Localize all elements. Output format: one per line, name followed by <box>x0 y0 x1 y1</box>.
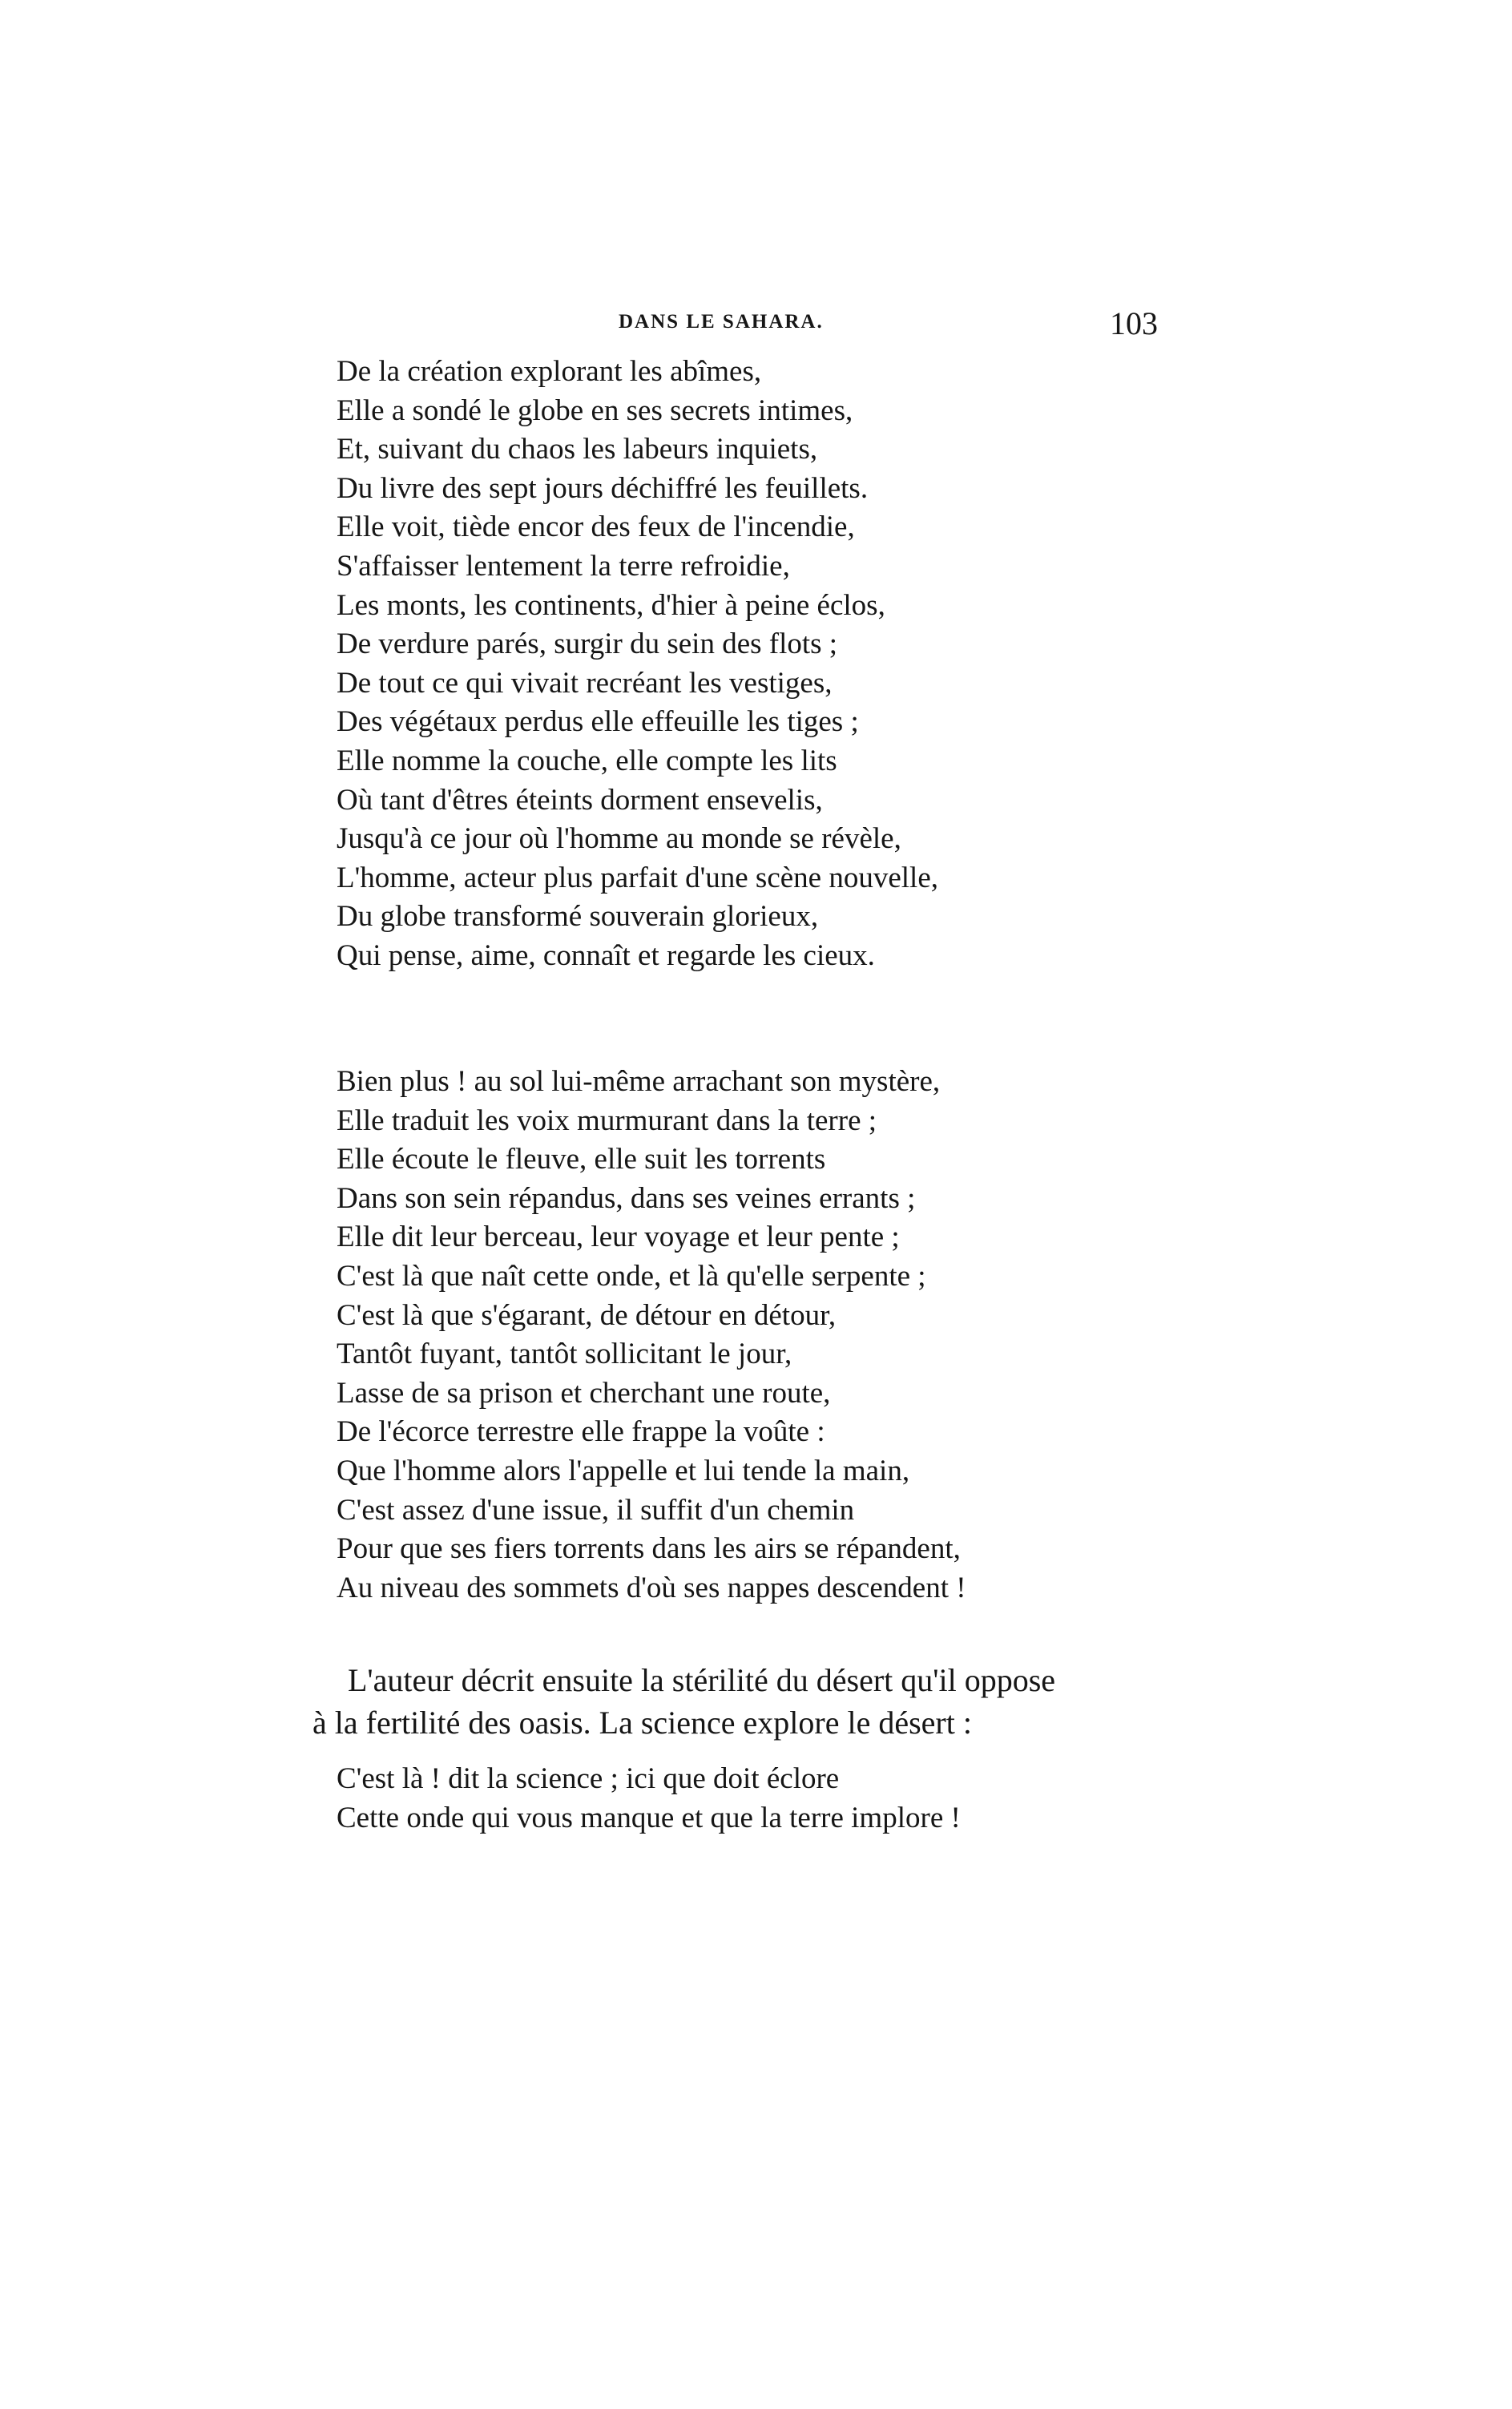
prose-line: à la fertilité des oasis. La science explore le désert : <box>312 1705 972 1741</box>
page-number: 103 <box>1110 305 1158 341</box>
verse-line: Elle dit leur berceau, leur voyage et leur pente ; <box>337 1221 900 1254</box>
poem-stanza-3 <box>337 1760 961 1838</box>
running-head: DANS LE SAHARA. <box>619 311 824 333</box>
verse-line: Du livre des sept jours déchiffré les feuillets. <box>337 471 869 505</box>
verse-line: Des végétaux perdus elle effeuille les tiges ; <box>337 705 859 739</box>
verse-line: Pour que ses fiers torrents dans les airs se répandent, <box>337 1532 961 1566</box>
verse-line: Qui pense, aime, connaît et regarde les cieux. <box>337 938 875 972</box>
verse-line: Elle écoute le fleuve, elle suit les torrents <box>337 1143 826 1176</box>
verse-line: De verdure parés, surgir du sein des flots ; <box>337 627 838 661</box>
verse-line: Jusqu'à ce jour où l'homme au monde se révèle, <box>337 822 901 856</box>
verse-line: Dans son sein répandus, dans ses veines errants ; <box>337 1181 916 1215</box>
verse-line: Tantôt fuyant, tantôt sollicitant le jour, <box>337 1338 792 1371</box>
verse-line: Cette onde qui vous manque et que la terre implore ! <box>337 1801 961 1834</box>
verse-line: Elle nomme la couche, elle compte les lits <box>337 744 837 777</box>
verse-line: De tout ce qui vivait recréant les vestiges, <box>337 666 833 700</box>
verse-line: C'est là que naît cette onde, et là qu'elle serpente ; <box>337 1259 926 1293</box>
verse-line: C'est là ! dit la science ; ici que doit éclore <box>337 1762 840 1795</box>
verse-line: Les monts, les continents, d'hier à peine éclos, <box>337 588 885 622</box>
poem-stanza-1 <box>337 353 938 976</box>
verse-line: Au niveau des sommets d'où ses nappes descendent ! <box>337 1571 966 1604</box>
verse-line: Du globe transformé souverain glorieux, <box>337 900 819 934</box>
verse-line: C'est assez d'une issue, il suffit d'un chemin <box>337 1493 855 1527</box>
verse-line: C'est là que s'égarant, de détour en détour, <box>337 1298 837 1332</box>
verse-line: De l'écorce terrestre elle frappe la voûte : <box>337 1415 825 1449</box>
verse-line: Que l'homme alors l'appelle et lui tende la main, <box>337 1454 910 1487</box>
prose-line: L'auteur décrit ensuite la stérilité du désert qu'il oppose <box>348 1662 1056 1698</box>
verse-line: Elle voit, tiède encor des feux de l'incendie, <box>337 510 855 544</box>
verse-line: Et, suivant du chaos les labeurs inquiets, <box>337 433 818 466</box>
verse-line: Lasse de sa prison et cherchant une route, <box>337 1376 831 1410</box>
verse-line: Elle a sondé le globe en ses secrets intimes, <box>337 393 853 427</box>
verse-line: De la création explorant les abîmes, <box>337 355 762 388</box>
verse-line: Elle traduit les voix murmurant dans la terre ; <box>337 1104 877 1137</box>
verse-line: Bien plus ! au sol lui-même arrachant son mystère, <box>337 1065 941 1098</box>
verse-line: S'affaisser lentement la terre refroidie, <box>337 549 790 583</box>
verse-line: L'homme, acteur plus parfait d'une scène nouvelle, <box>337 861 939 894</box>
poem-stanza-2 <box>337 1063 966 1608</box>
verse-line: Où tant d'êtres éteints dorment ensevelis, <box>337 783 823 817</box>
prose-paragraph <box>312 1659 1194 1744</box>
